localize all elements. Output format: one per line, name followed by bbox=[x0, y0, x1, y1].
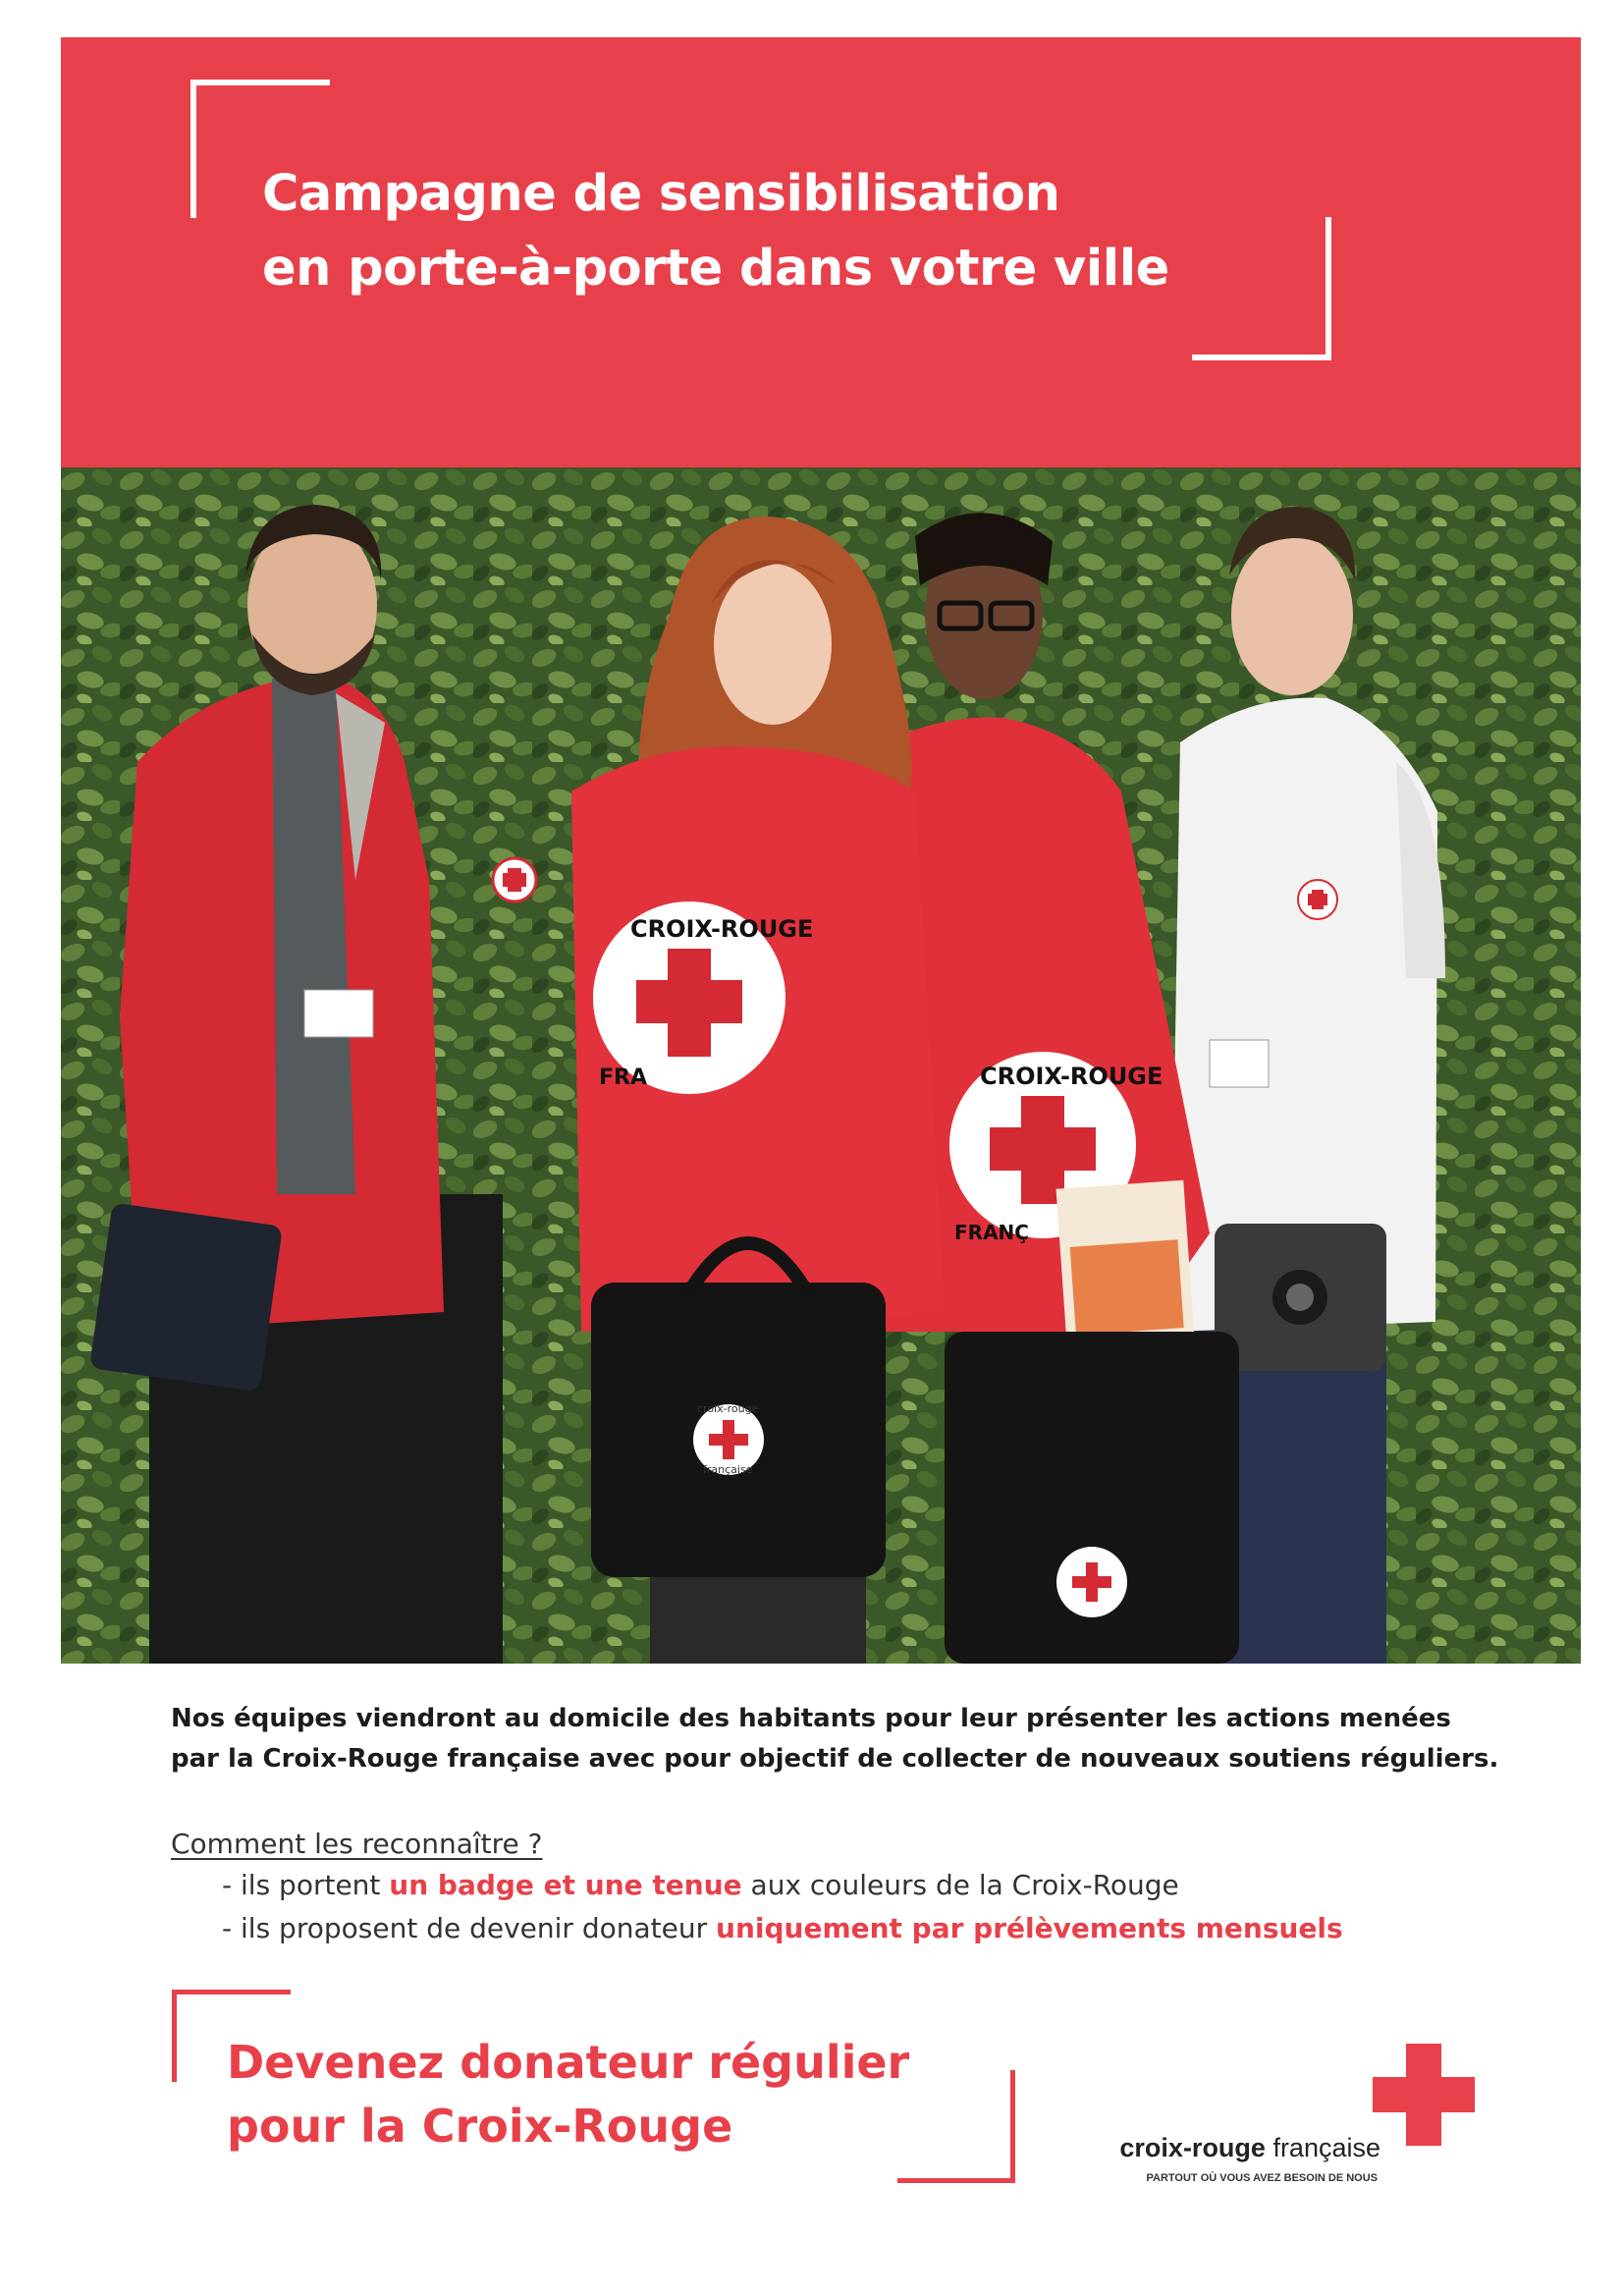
badge-text-1: CROIX-ROUGE bbox=[630, 915, 814, 943]
logo-name-regular: française bbox=[1265, 2133, 1380, 2162]
recognize-question: Comment les reconnaître ? bbox=[171, 1828, 543, 1860]
bullet2-text: - ils proposent de devenir donateur bbox=[222, 1912, 717, 1944]
volunteers-illustration bbox=[61, 467, 1581, 1664]
cta-line2: pour la Croix-Rouge bbox=[227, 2100, 733, 2153]
logo-tagline: PARTOUT OÙ VOUS AVEZ BESOIN DE NOUS bbox=[1146, 2172, 1378, 2184]
intro-paragraph: Nos équipes viendront au domicile des habitants pour leur présenter les actions menées par la Croix-Rouge française avec pour objectif de collecter de nouveaux soutiens réguliers. bbox=[171, 1704, 1499, 1774]
logo-name bbox=[1096, 2131, 1380, 2164]
bullet2-highlight: uniquement par prélèvements mensuels bbox=[716, 1912, 1343, 1944]
cta-title bbox=[227, 2031, 909, 2159]
list-item bbox=[222, 1864, 1343, 1907]
banner-bracket-bottom-right bbox=[1192, 217, 1331, 360]
badge-text-3: CROIX-ROUGE bbox=[980, 1063, 1163, 1090]
bag-text-2: française bbox=[703, 1463, 753, 1476]
cta-line1: Devenez donateur régulier bbox=[227, 2036, 910, 2089]
banner-title-line2: en porte-à-porte dans votre ville bbox=[262, 240, 1169, 298]
list-item bbox=[222, 1907, 1343, 1950]
volunteers-photo bbox=[61, 467, 1581, 1664]
banner-title-line1: Campagne de sensibilisation bbox=[262, 165, 1060, 223]
recognize-list bbox=[222, 1864, 1343, 1950]
bullet1-highlight: un badge et une tenue bbox=[389, 1869, 742, 1901]
red-cross-logo-icon bbox=[1373, 2044, 1475, 2146]
banner-title bbox=[262, 157, 1169, 306]
bullet1-text: - ils portent bbox=[222, 1869, 390, 1901]
badge-text-4: FRANÇ bbox=[954, 1221, 1029, 1244]
badge-text-2: FRA bbox=[599, 1066, 647, 1090]
logo-name-bold: croix-rouge bbox=[1119, 2133, 1266, 2162]
cta-bracket-bottom-right bbox=[897, 2070, 1015, 2183]
bag-text-1: croix-rouge bbox=[697, 1402, 759, 1415]
bullet1-text-end: aux couleurs de la Croix-Rouge bbox=[741, 1869, 1179, 1901]
